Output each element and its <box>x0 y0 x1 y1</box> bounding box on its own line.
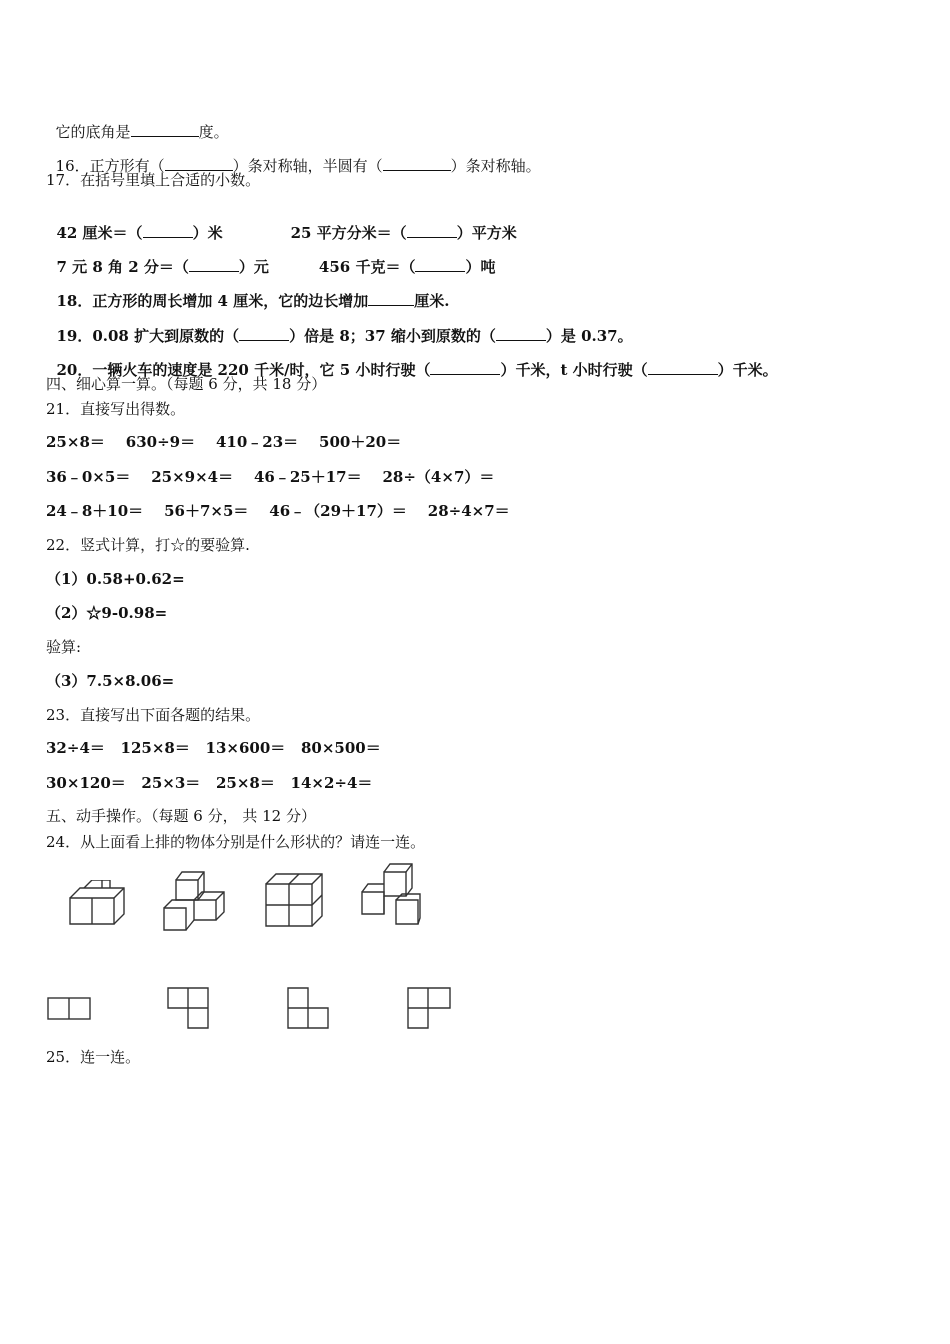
top-view-3 <box>286 986 332 1032</box>
q16-line: 16．正方形有（ ）条对称轴，半圆有（ ）条对称轴。 <box>55 157 541 175</box>
q22-title: 22．竖式计算，打☆的要验算. <box>46 536 250 554</box>
answer-blank[interactable] <box>368 291 414 306</box>
cube-stack-1 <box>66 880 126 930</box>
cube-stack-3 <box>262 870 324 930</box>
answer-blank[interactable] <box>496 326 546 341</box>
q21-title: 21．直接写出得数。 <box>46 400 186 418</box>
q21-row-3: 24﹣8＋10＝ 56＋7×5＝ 46﹣（29＋17）＝ 28÷4×7＝ <box>46 502 510 520</box>
q15-line: 它的底角是 度。 <box>55 123 229 141</box>
q22-check-label: 验算: <box>46 638 82 656</box>
q23-row-2: 30×120＝ 25×3＝ 25×8＝ 14×2÷4＝ <box>46 774 373 792</box>
q17-row-1: 42 厘米＝（ ）米 25 平方分米＝（ ）平方米 <box>56 224 517 242</box>
top-view-1 <box>46 996 92 1022</box>
answer-blank[interactable] <box>131 122 199 137</box>
top-view-2 <box>166 986 212 1032</box>
q21-row-1: 25×8＝ 630÷9＝ 410﹣23＝ 500＋20＝ <box>46 433 402 451</box>
q22-problem-2: （2）☆9-0.98= <box>46 604 168 622</box>
q23-title: 23．直接写出下面各题的结果。 <box>46 706 261 724</box>
answer-blank[interactable] <box>143 223 193 238</box>
answer-blank[interactable] <box>407 223 457 238</box>
q24-title: 24．从上面看上排的物体分别是什么形状的？请连一连。 <box>46 833 426 851</box>
q20-line: 20．一辆火车的速度是 220 千米/时，它 5 小时行驶（ ）千米，t 小时行驶（ ）千米。 <box>56 361 778 379</box>
q22-problem-1: （1）0.58+0.62= <box>46 570 185 588</box>
answer-blank[interactable] <box>383 156 451 171</box>
q23-row-1: 32÷4＝ 125×8＝ 13×600＝ 80×500＝ <box>46 739 381 757</box>
top-view-4 <box>406 986 454 1032</box>
answer-blank[interactable] <box>239 326 289 341</box>
cube-stack-2 <box>160 868 226 932</box>
answer-blank[interactable] <box>165 156 233 171</box>
cube-stack-4 <box>356 862 426 928</box>
q21-row-2: 36﹣0×5＝ 25×9×4＝ 46﹣25＋17＝ 28÷（4×7）＝ <box>46 468 495 486</box>
answer-blank[interactable] <box>648 360 718 375</box>
q17-title: 17．在括号里填上合适的小数。 <box>46 171 261 189</box>
section-5-heading: 五、动手操作。（每题 6 分， 共 12 分） <box>46 807 316 825</box>
answer-blank[interactable] <box>430 360 500 375</box>
answer-blank[interactable] <box>415 257 465 272</box>
q19-line: 19．0.08 扩大到原数的（ ）倍是 8；37 缩小到原数的（ ）是 0.37。 <box>56 327 633 345</box>
section-4-heading: 四、细心算一算。（每题 6 分，共 18 分） <box>46 375 327 393</box>
q22-problem-3: （3）7.5×8.06= <box>46 672 175 690</box>
q18-line: 18．正方形的周长增加 4 厘米，它的边长增加 厘米. <box>56 292 450 310</box>
answer-blank[interactable] <box>189 257 239 272</box>
q25-title: 25．连一连。 <box>46 1048 141 1066</box>
q17-row-2: 7 元 8 角 2 分＝（ ）元 456 千克＝（ ）吨 <box>56 258 496 276</box>
